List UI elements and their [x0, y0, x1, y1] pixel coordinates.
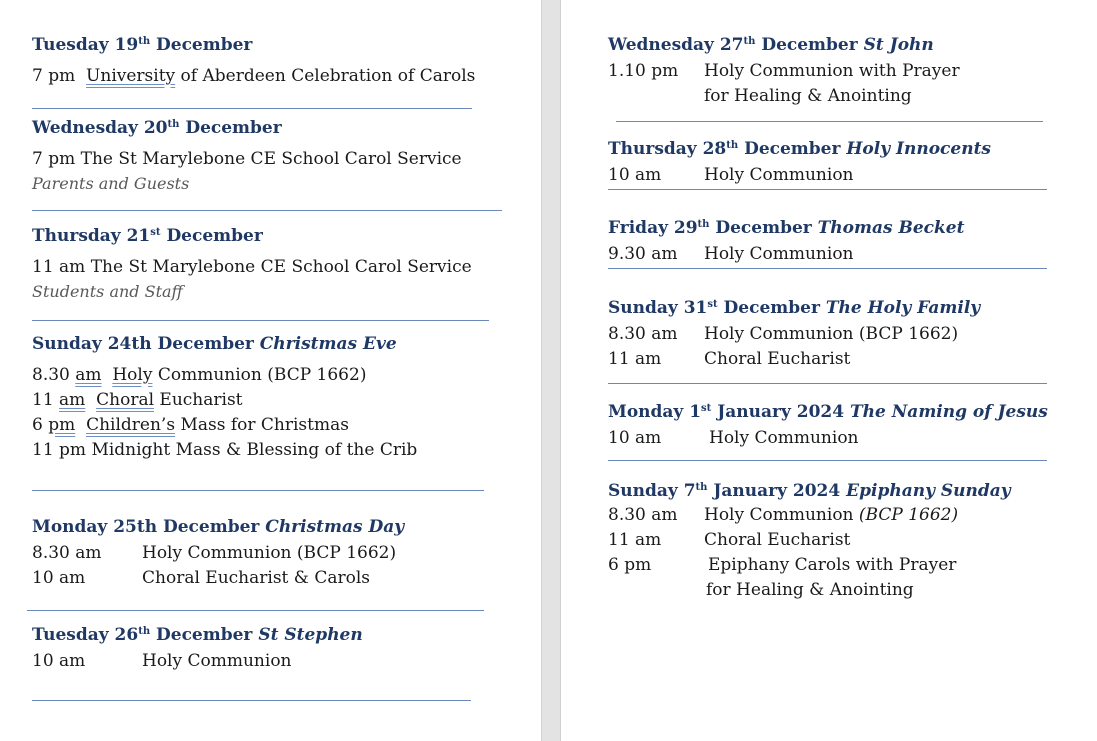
service-row-continued: for Healing & Anointing	[706, 580, 914, 600]
divider	[616, 121, 1043, 122]
heading-dec19: Tuesday 19th December	[32, 35, 253, 55]
service-row: 9.30 am Holy Communion	[608, 244, 854, 264]
heading-dec20: Wednesday 20th December	[32, 118, 282, 138]
service-row: 8.30 am Holy Communion (BCP 1662)	[32, 543, 397, 563]
heading-jan7: Sunday 7th January 2024 Epiphany Sunday	[608, 481, 1011, 501]
event-dec26	[32, 624, 363, 674]
event-dec28	[608, 138, 991, 188]
service-line: 8.30 am Holy Communion (BCP 1662)	[32, 365, 367, 385]
event-dec20	[32, 117, 462, 196]
service-line: 11 pm Midnight Mass & Blessing of the Crib	[32, 440, 418, 460]
service-row: 10 am Holy Communion	[608, 428, 859, 448]
service-row: 10 am Holy Communion	[32, 651, 292, 671]
left-page	[0, 0, 541, 741]
event-jan1	[608, 401, 1048, 451]
heading-dec26: Tuesday 26th December St Stephen	[32, 625, 363, 645]
heading-dec31: Sunday 31st December The Holy Family	[608, 298, 981, 318]
service-row: 10 am Holy Communion	[608, 165, 854, 185]
divider	[608, 460, 1047, 461]
service-line: 6 pm Children’s Mass for Christmas	[32, 415, 349, 435]
divider	[32, 320, 489, 321]
service-row: 11 am Choral Eucharist	[608, 349, 851, 369]
divider	[32, 490, 484, 491]
event-dec31	[608, 297, 980, 372]
divider	[608, 268, 1047, 269]
event-dec29	[608, 217, 964, 267]
divider	[32, 210, 502, 211]
service-line: 11 am Choral Eucharist	[32, 390, 243, 410]
divider	[32, 108, 472, 109]
service-note: Students and Staff	[32, 282, 183, 301]
page-gutter	[541, 0, 561, 741]
service-row: 8.30 am Holy Communion (BCP 1662)	[608, 505, 959, 525]
service-row: 8.30 am Holy Communion (BCP 1662)	[608, 324, 959, 344]
event-dec25	[32, 516, 404, 591]
divider	[608, 383, 1047, 384]
heading-dec29: Friday 29th December Thomas Becket	[608, 218, 965, 238]
service-row: 11 am Choral Eucharist	[608, 530, 851, 550]
heading-dec27: Wednesday 27th December St John	[608, 35, 934, 55]
service-line: 7 pm University of Aberdeen Celebration of Carols	[32, 66, 476, 86]
heading-dec24: Sunday 24th December Christmas Eve	[32, 334, 397, 354]
event-dec24	[32, 333, 417, 463]
heading-dec21: Thursday 21st December	[32, 226, 263, 246]
divider	[32, 700, 471, 701]
service-line: 11 am The St Marylebone CE School Carol Service	[32, 257, 472, 277]
heading-dec25: Monday 25th December Christmas Day	[32, 517, 405, 537]
service-note: Parents and Guests	[32, 174, 190, 193]
service-row: 1.10 pm Holy Communion with Prayer	[608, 61, 960, 81]
heading-dec28: Thursday 28th December Holy Innocents	[608, 139, 991, 159]
divider	[608, 189, 1047, 190]
heading-jan1: Monday 1st January 2024 The Naming of Jesus	[608, 402, 1048, 422]
event-dec19	[32, 34, 475, 89]
service-line: 7 pm The St Marylebone CE School Carol Service	[32, 149, 462, 169]
event-jan7	[608, 480, 1011, 603]
right-page	[561, 0, 1097, 741]
event-dec21	[32, 225, 472, 304]
divider	[27, 610, 484, 611]
service-row: 10 am Choral Eucharist & Carols	[32, 568, 370, 588]
service-row: 6 pm Epiphany Carols with Prayer	[608, 555, 957, 575]
event-dec27	[608, 34, 960, 109]
service-row-continued: for Healing & Anointing	[704, 86, 912, 106]
